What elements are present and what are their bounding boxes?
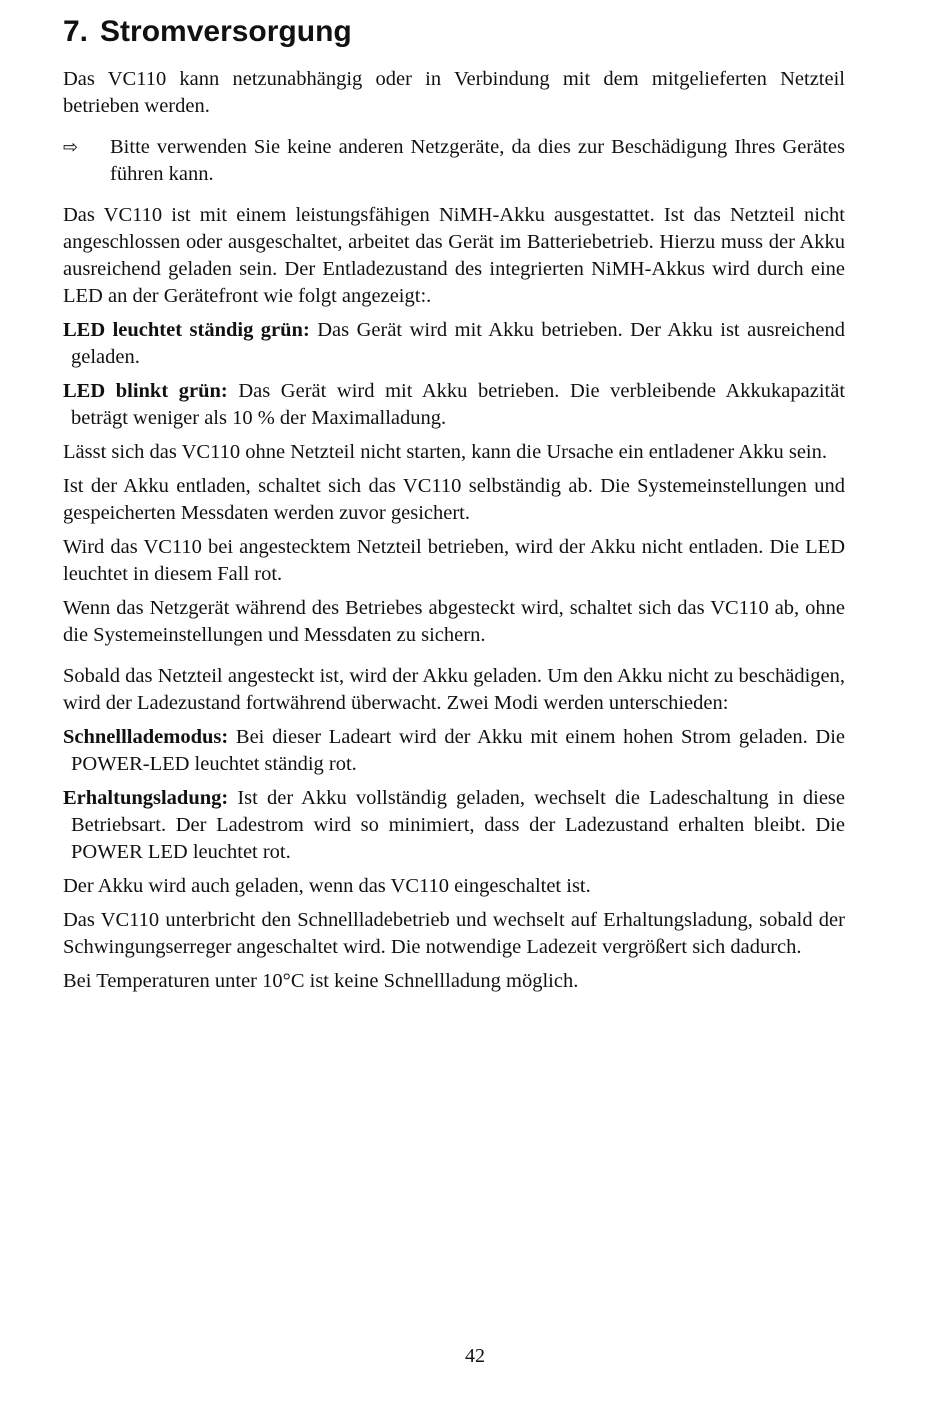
definition-term: LED leuchtet ständig grün: bbox=[63, 319, 310, 341]
note-block bbox=[63, 134, 845, 188]
definition-led-green-blinking bbox=[63, 378, 845, 432]
note-text: Bitte verwenden Sie keine anderen Netzgeräte, da dies zur Beschädigung Ihres Gerätes führen kann. bbox=[110, 136, 845, 185]
definition-led-green-steady bbox=[63, 317, 845, 371]
right-arrow-icon: ⇨ bbox=[63, 137, 79, 158]
paragraph-unplug-warning: Wenn das Netzgerät während des Betriebes abgesteckt wird, schaltet sich das VC110 ab, ohne die Systemeinstellungen und Messdaten zu sichern. bbox=[63, 597, 845, 646]
paragraph-charging-modes: Sobald das Netzteil angesteckt ist, wird der Akku geladen. Um den Akku nicht zu beschädigen, wird der Ladezustand fortwährend überwacht. Zwei Modi werden unterschieden: bbox=[63, 665, 845, 714]
definition-fast-charge bbox=[63, 724, 845, 778]
battery-paragraph: Das VC110 ist mit einem leistungsfähigen NiMH-Akku ausgestattet. Ist das Netzteil nicht angeschlossen oder ausgeschaltet, arbeitet das Gerät im Batteriebetrieb. Hierzu muss der Akku ausreichend geladen sein. Der Entladezustand des integrierten NiMH-Akkus wird durch eine LED an der Gerätefront wie folgt angezeigt:. bbox=[63, 204, 845, 307]
paragraph-temperature: Bei Temperaturen unter 10°C ist keine Schnellladung möglich. bbox=[63, 970, 579, 992]
paragraph-auto-shutdown: Ist der Akku entladen, schaltet sich das VC110 selbständig ab. Die Systemeinstellungen und gespeicherten Messdaten werden zuvor gesichert. bbox=[63, 475, 845, 524]
definition-term: Schnelllademodus: bbox=[63, 726, 229, 748]
paragraph-power-supply-operation: Wird das VC110 bei angestecktem Netzteil betrieben, wird der Akku nicht entladen. Die LED leuchtet in diesem Fall rot. bbox=[63, 536, 845, 585]
section-heading bbox=[63, 12, 845, 52]
section-number: 7. bbox=[63, 15, 89, 48]
section-title: Stromversorgung bbox=[100, 15, 352, 48]
paragraph-exciter: Das VC110 unterbricht den Schnellladebetrieb und wechselt auf Erhaltungsladung, sobald der Schwingungserreger angeschaltet wird. Die notwendige Ladezeit vergrößert sich dadurch. bbox=[63, 909, 845, 958]
paragraph-charging-on: Der Akku wird auch geladen, wenn das VC110 eingeschaltet ist. bbox=[63, 875, 591, 897]
definition-text: Bei dieser Ladeart wird der Akku mit einem hohen Strom geladen. Die POWER-LED leuchtet ständig rot. bbox=[71, 726, 846, 775]
definition-term: LED blinkt grün: bbox=[63, 380, 228, 402]
paragraph-discharged-start: Lässt sich das VC110 ohne Netzteil nicht starten, kann die Ursache ein entladener Akku sein. bbox=[63, 441, 827, 463]
page-number: 42 bbox=[465, 1345, 485, 1367]
page-content bbox=[63, 12, 845, 1002]
definition-term: Erhaltungsladung: bbox=[63, 787, 229, 809]
definition-text: Das Gerät wird mit Akku betrieben. Die verbleibende Akkukapazität beträgt weniger als 10 % der Maximalladung. bbox=[71, 380, 846, 429]
definition-text: Ist der Akku vollständig geladen, wechselt die Ladeschaltung in diese Betriebsart. Der Ladestrom wird so minimiert, dass der Ladezustand erhalten bleibt. Die POWER LED leuchtet rot. bbox=[71, 787, 845, 863]
definition-text: Das Gerät wird mit Akku betrieben. Der Akku ist ausreichend geladen. bbox=[71, 319, 845, 368]
definition-trickle-charge bbox=[63, 785, 845, 866]
intro-paragraph: Das VC110 kann netzunabhängig oder in Verbindung mit dem mitgelieferten Netzteil betrieben werden. bbox=[63, 68, 845, 117]
